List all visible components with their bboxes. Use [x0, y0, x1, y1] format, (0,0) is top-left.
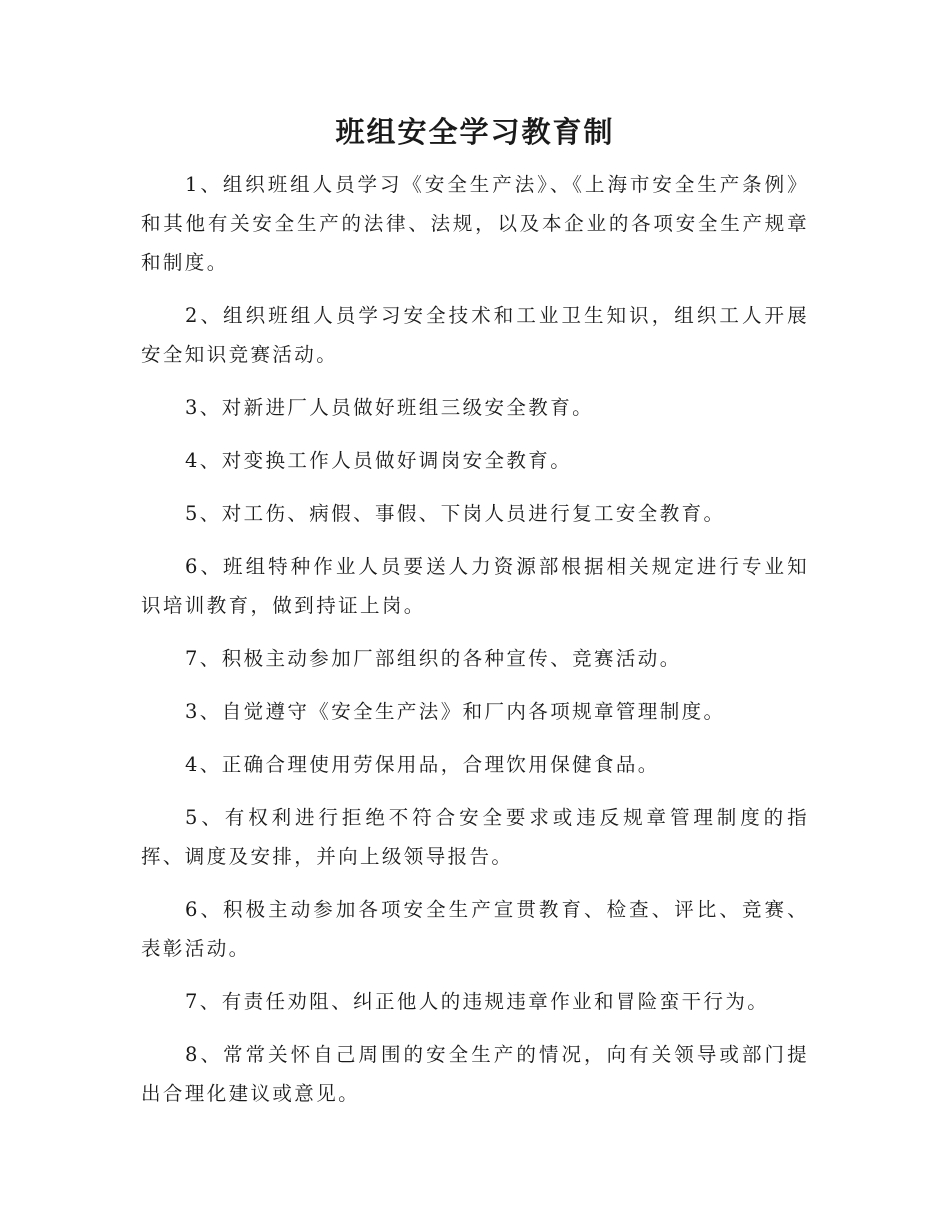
paragraph-13: 8、常常关怀自己周围的安全生产的情况，向有关领导或部门提出合理化建议或意见。 — [141, 1043, 809, 1105]
paragraph-9: 4、正确合理使用劳保用品，合理饮用保健食品。 — [185, 753, 660, 776]
paragraph-12: 7、有责任劝阻、纠正他人的违规违章作业和冒险蛮干行为。 — [185, 990, 770, 1013]
paragraph-5: 5、对工伤、病假、事假、下岗人员进行复工安全教育。 — [185, 502, 726, 525]
document-body — [141, 165, 809, 1127]
paragraph-6: 6、班组特种作业人员要送人力资源部根据相关规定进行专业知识培训教育，做到持证上岗。 — [141, 555, 809, 617]
document-title: 班组安全学习教育制 — [335, 115, 615, 149]
paragraph-3: 3、对新进厂人员做好班组三级安全教育。 — [185, 396, 595, 419]
paragraph-1: 1、组织班组人员学习《安全生产法》、《上海市安全生产条例》和其他有关安全生产的法律、法规，以及本企业的各项安全生产规章和制度。 — [141, 173, 809, 274]
paragraph-7: 7、积极主动参加厂部组织的各种宣传、竞赛活动。 — [185, 647, 682, 670]
paragraph-10: 5、有权利进行拒绝不符合安全要求或违反规章管理制度的指挥、调度及安排，并向上级领导报告。 — [141, 806, 809, 868]
paragraph-11: 6、积极主动参加各项安全生产宣贯教育、检查、评比、竞赛、表彰活动。 — [141, 898, 809, 960]
paragraph-8: 3、自觉遵守《安全生产法》和厂内各项规章管理制度。 — [185, 700, 726, 723]
paragraph-2: 2、组织班组人员学习安全技术和工业卫生知识，组织工人开展安全知识竞赛活动。 — [141, 304, 809, 366]
paragraph-4: 4、对变换工作人员做好调岗安全教育。 — [185, 449, 573, 472]
